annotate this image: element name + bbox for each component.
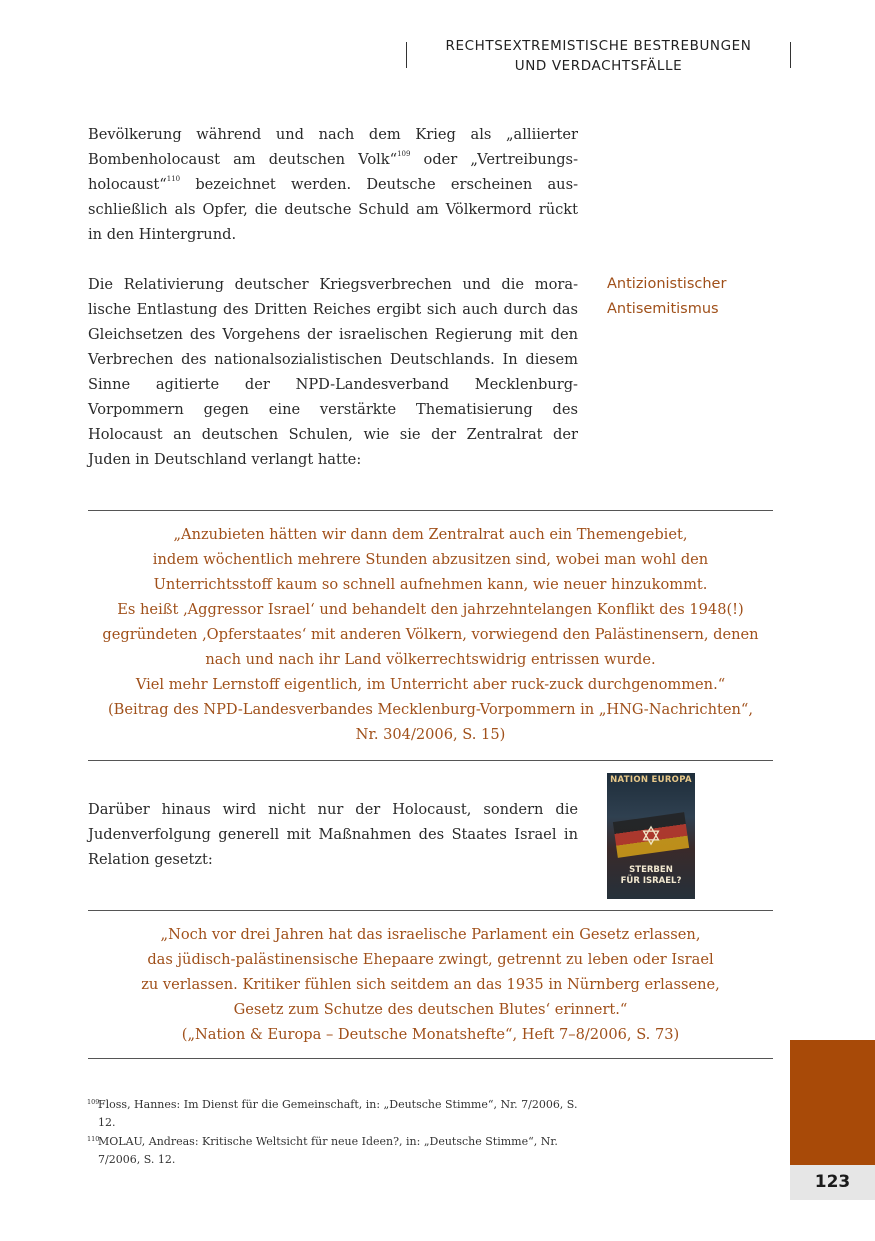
quote-2-source: („Nation & Europa – Deutsche Monatshefte“, Heft 7–8/2006, S. 73) xyxy=(181,1026,680,1043)
footnote-number: 110 xyxy=(87,1135,100,1143)
quote-1-line: „Anzubieten hätten wir dann dem Zentralrat auch ein Themengebiet, xyxy=(173,526,688,543)
quote-1-line: Unterrichtsstoff kaum so schnell aufnehmen kann, wie neuer hinzukommt. xyxy=(153,576,708,593)
footnote-number: 109 xyxy=(87,1098,100,1106)
page-number-box xyxy=(790,1165,875,1200)
margin-note xyxy=(607,272,777,322)
quote-1-line: indem wöchentlich mehrere Stunden abzusitzen sind, wobei man wohl den xyxy=(152,551,709,568)
quote-1-source: (Beitrag des NPD-Landesverbandes Mecklenburg-Vorpommern in „HNG-Nachrichten“, xyxy=(107,701,754,718)
paragraph-3: Darüber hinaus wird nicht nur der Holocaust, sondern die Judenverfolgung generell mit Maßnahmen des Staates Israel in Relation gesetzt: xyxy=(88,801,578,868)
cover-headline-line-2: FÜR ISRAEL? xyxy=(620,876,682,886)
quote-1-line: Viel mehr Lernstoff eigentlich, im Unterricht aber ruck-zuck durchgenommen.“ xyxy=(135,676,726,693)
footnote-text: MOLAU, Andreas: Kritische Weltsicht für neue Ideen?, in: „Deutsche Stimme“, Nr. 7/2006, S. 12. xyxy=(98,1135,558,1166)
quote-1-source: Nr. 304/2006, S. 15) xyxy=(355,726,506,743)
quote-2-line: Gesetz zum Schutze des deutschen Blutes‘ erinnert.“ xyxy=(233,1001,628,1018)
cover-headline xyxy=(607,865,695,887)
quote-2-line: „Noch vor drei Jahren hat das israelische Parlament ein Gesetz erlassen, xyxy=(160,926,701,943)
footnote-text: Floss, Hannes: Im Dienst für die Gemeinschaft, in: „Deutsche Stimme“, Nr. 7/2006, S. 12. xyxy=(98,1098,578,1129)
quote-1 xyxy=(88,522,773,747)
quote-2-bottom-rule xyxy=(88,1058,773,1059)
paragraph-2: Die Relativierung deutscher Kriegsverbrechen und die moralische Entlastung des Dritten Reiches ergibt sich auch durch das Gleichsetzen des Vorgehens der israelischen Regierung mit den Verbrechen des nationalsozialistischen Deutschlands. In diesem Sinne agitierte der NPD-Landesverband Mecklenburg-Vorpommern gegen eine verstärkte Thematisierung des Holocaust an deutschen Schulen, wie sie der Zentralrat der Juden in Deutschland verlangt hatte: xyxy=(88,276,578,468)
header-line-1: RECHTSEXTREMISTISCHE BESTREBUNGEN xyxy=(445,38,752,54)
running-header xyxy=(406,36,791,76)
header-line-2: UND VERDACHTSFÄLLE xyxy=(514,58,683,74)
footnote-109 xyxy=(88,1096,578,1132)
header-divider-left xyxy=(406,42,407,68)
magazine-cover-image xyxy=(607,773,695,899)
quote-2 xyxy=(88,922,773,1047)
quote-1-bottom-rule xyxy=(88,760,773,761)
chapter-color-tab xyxy=(790,1040,875,1165)
quote-1-line: Es heißt ‚Aggressor Israel‘ und behandelt den jahrzehntelangen Konflikt des 1948(!) xyxy=(117,601,744,618)
quote-2-line: das jüdisch-palästinensische Ehepaare zwingt, getrennt zu leben oder Israel xyxy=(147,951,714,968)
quote-2-line: zu verlassen. Kritiker fühlen sich seitdem an das 1935 in Nürnberg erlassene, xyxy=(141,976,720,993)
margin-note-line-1: Antizionistischer xyxy=(607,276,727,292)
quote-2-top-rule xyxy=(88,910,773,911)
paragraph-1 xyxy=(88,122,578,247)
footnote-110 xyxy=(88,1133,578,1169)
cover-title: NATION EUROPA xyxy=(610,775,692,785)
footnotes xyxy=(88,1096,578,1170)
header-divider-right xyxy=(790,42,791,68)
quote-1-line: nach und nach ihr Land völkerrechtswidrig entrissen wurde. xyxy=(205,651,656,668)
quote-1-top-rule xyxy=(88,510,773,511)
margin-note-line-2: Antisemitismus xyxy=(607,301,719,317)
footnote-ref-109[interactable]: 109 xyxy=(397,150,411,158)
cover-headline-line-1: STERBEN xyxy=(629,865,673,875)
paragraph-1-text-b: oder „Vertreibungsholocaust“ xyxy=(88,151,578,193)
footnote-ref-110[interactable]: 110 xyxy=(166,175,181,183)
page-number: 123 xyxy=(814,1172,851,1192)
paragraph-1-text-a: Bevölkerung während und nach dem Krieg als „alliierter Bombenholocaust am deutschen Volk“ xyxy=(88,126,578,168)
paragraph-1-text-c: bezeichnet werden. Deutsche erscheinen ausschließlich als Opfer, die deutsche Schuld am Völkermord rückt in den Hintergrund. xyxy=(88,176,578,243)
star-icon: ✡ xyxy=(640,822,662,852)
quote-1-line: gegründeten ‚Opferstaates‘ mit anderen Völkern, vorwiegend den Palästinensern, denen xyxy=(102,626,759,643)
